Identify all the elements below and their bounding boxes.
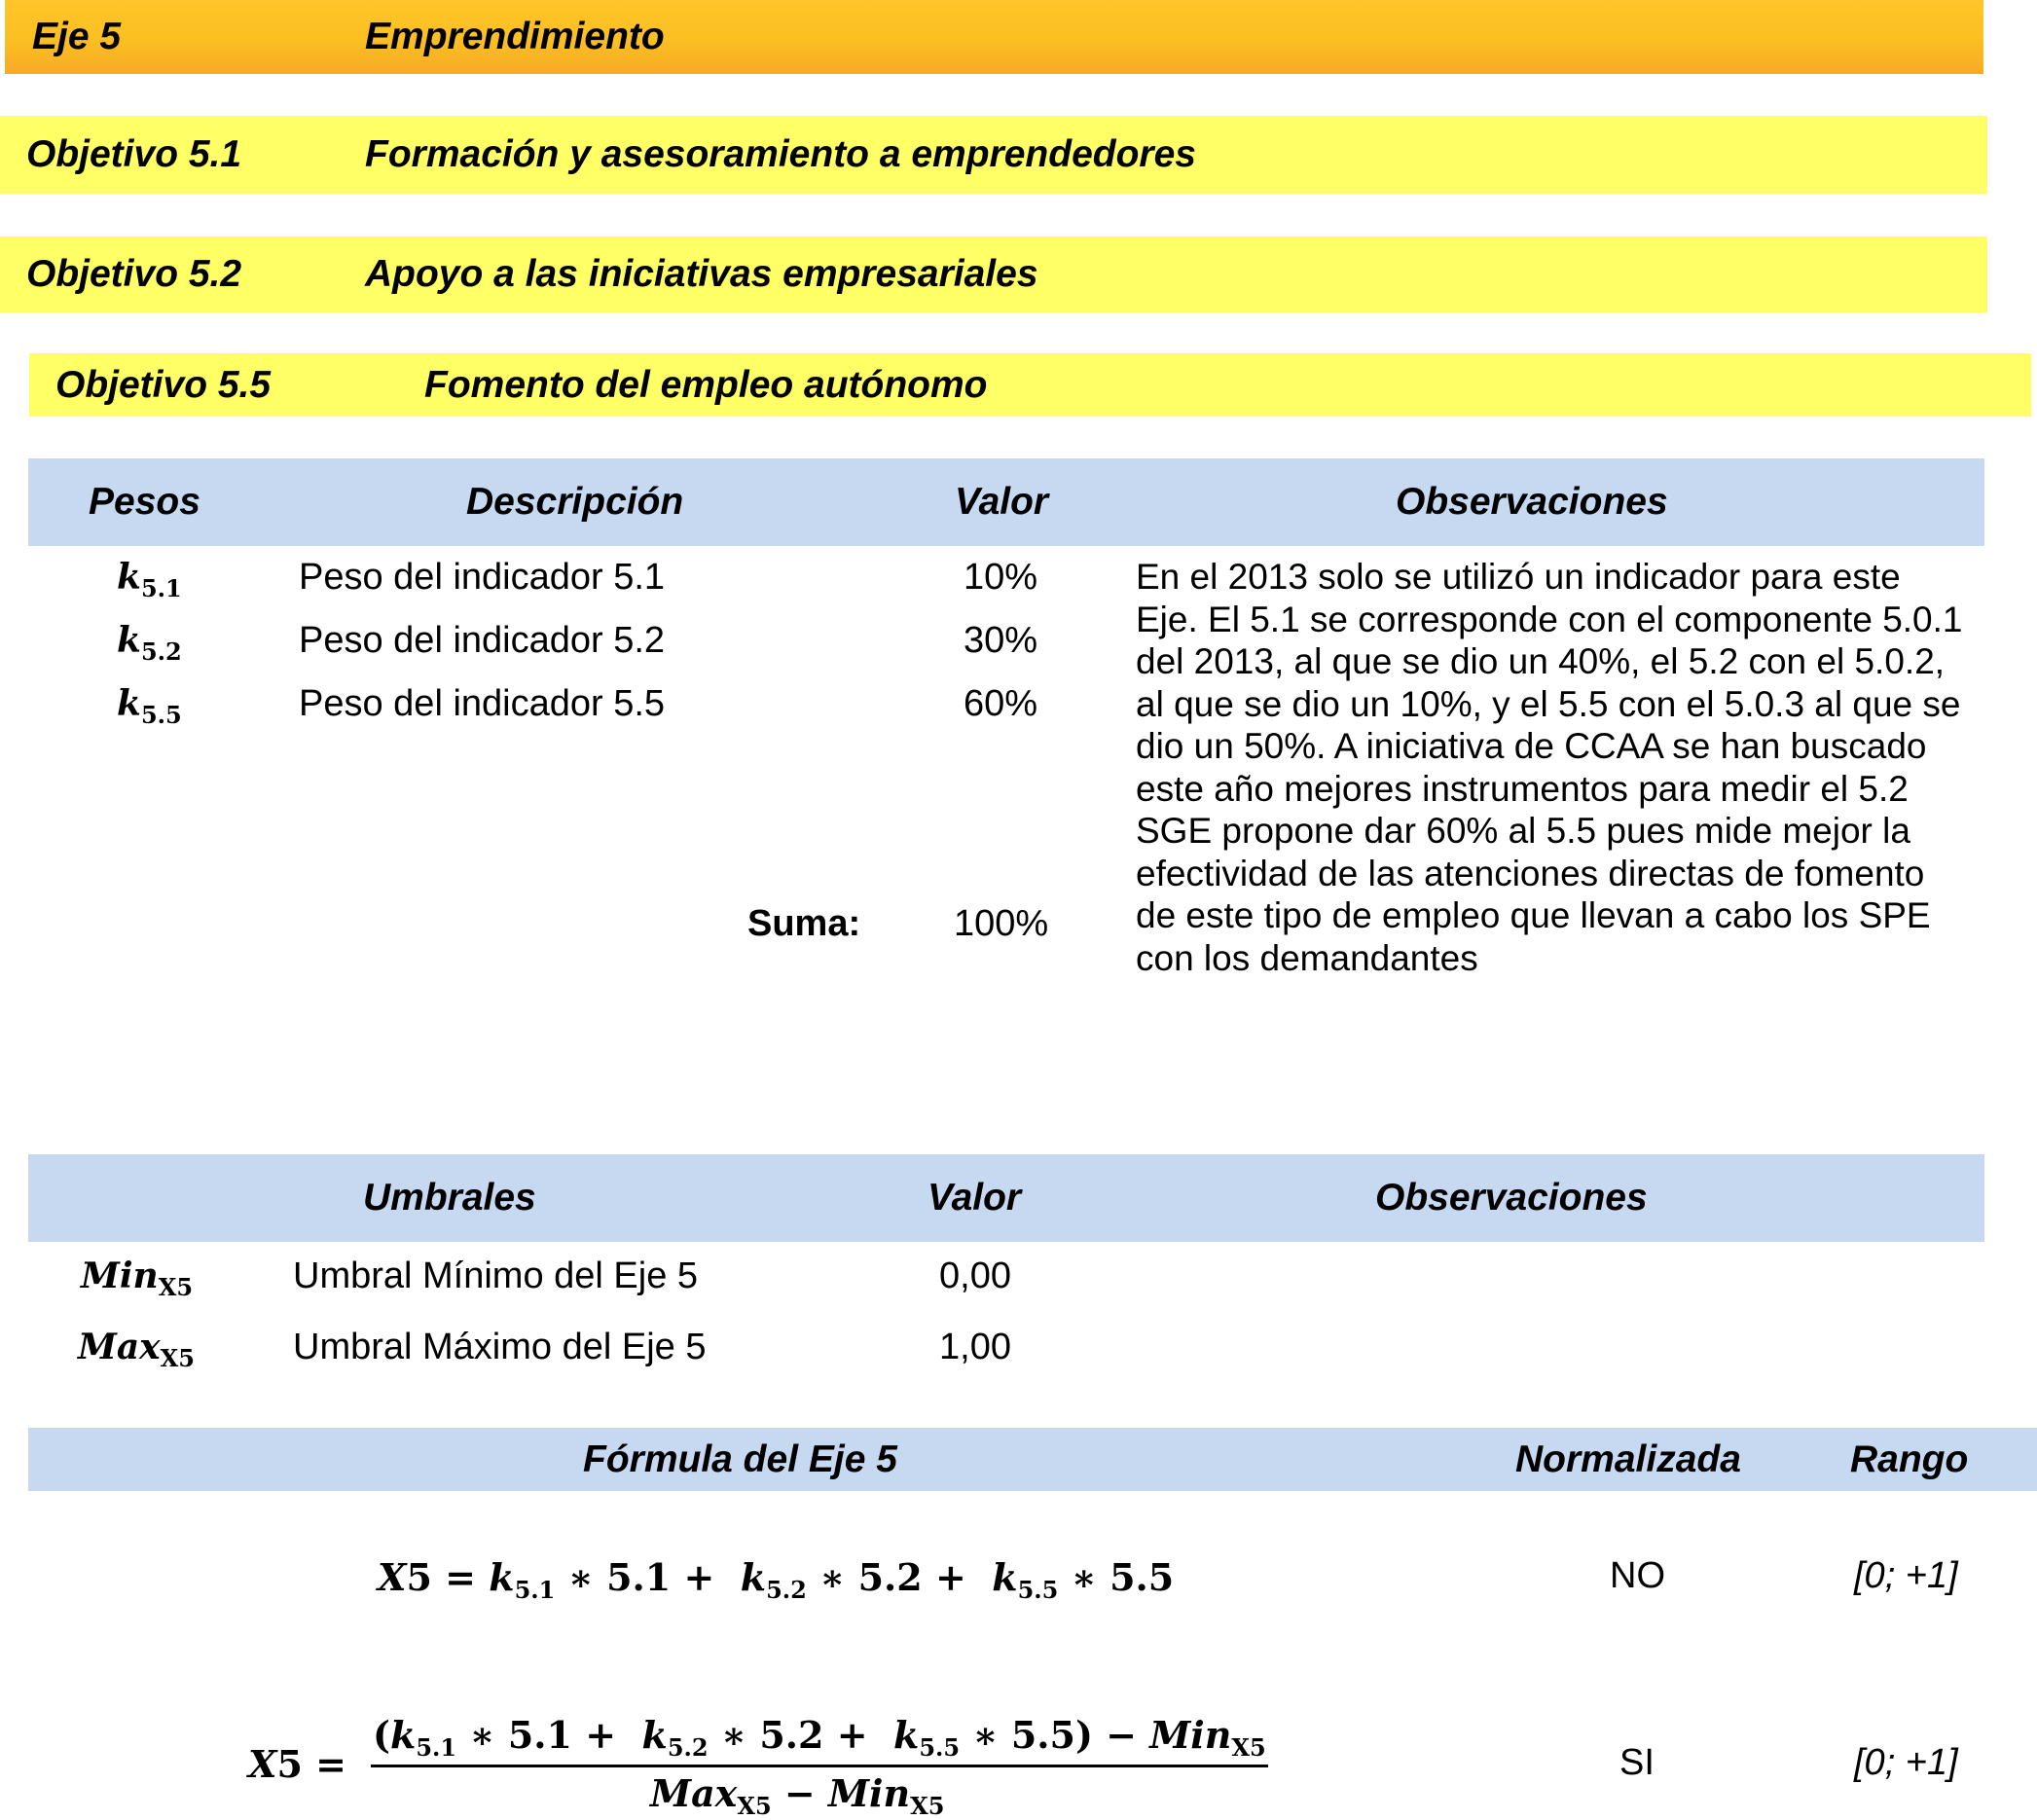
header-rango: Rango: [1850, 1438, 1969, 1480]
umbrales-table-header: [28, 1154, 1984, 1242]
umbral-valor: 0,00: [939, 1256, 1011, 1296]
peso-valor: 60%: [964, 683, 1038, 724]
eje-code: Eje 5: [32, 16, 122, 57]
formula-normalizada-lhs: X5 =: [248, 1742, 347, 1786]
header-observaciones: Observaciones: [1396, 481, 1668, 523]
header-valor: Valor: [928, 1177, 1022, 1219]
normalizada-value: SI: [1619, 1742, 1655, 1783]
peso-valor: 30%: [964, 620, 1038, 661]
formula-no-normalizada: $X5 = k_{5.1}$ ∗ $5.1 + k_{5.2}$ ∗ $5.2 + k_{5.5}$ ∗ 5.5: [378, 1555, 1175, 1604]
suma-valor: 100%: [954, 903, 1049, 944]
umbral-max-symbol: Max$_{X5}$: [78, 1327, 195, 1372]
umbral-valor: 1,00: [939, 1327, 1011, 1367]
formula-table-header: [28, 1428, 2037, 1491]
pesos-observaciones: [1136, 556, 1963, 979]
header-formula: Fórmula del Eje 5: [583, 1438, 897, 1480]
pesos-table-header: [28, 458, 1984, 546]
peso-symbol-5-2: $k_{5.2}$: [117, 620, 182, 666]
objetivo-title: Apoyo a las iniciativas empresariales: [365, 253, 1038, 295]
header-umbrales: Umbrales: [363, 1177, 536, 1219]
peso-desc: Peso del indicador 5.1: [299, 557, 666, 598]
objetivo-code: Objetivo 5.5: [55, 363, 272, 406]
objetivo-title: Formación y asesoramiento a emprendedores: [365, 133, 1196, 175]
umbral-desc: Umbral Mínimo del Eje 5: [293, 1256, 699, 1296]
eje-header-bar: [5, 0, 1983, 74]
umbral-desc: Umbral Máximo del Eje 5: [293, 1327, 707, 1367]
umbral-min-symbol: Min$_{X5}$: [81, 1256, 194, 1301]
peso-symbol-5-1: $k_{5.1}$: [117, 557, 182, 602]
peso-desc: Peso del indicador 5.5: [299, 683, 666, 724]
objetivo-code: Objetivo 5.2: [26, 253, 242, 295]
peso-symbol-5-5: $k_{5.5}$: [117, 683, 182, 729]
rango-value: [0; +1]: [1854, 1555, 1958, 1596]
observaciones-text-2: SGE propone dar 60% al 5.5 pues mide mejor la efectividad de las atenciones directas de fomento de este tipo de empleo que llevan a cabo los SPE con los demandantes: [1136, 811, 1931, 978]
header-pesos: Pesos: [89, 481, 200, 523]
eje-title: Emprendimiento: [365, 16, 665, 57]
header-observaciones: Observaciones: [1375, 1177, 1648, 1219]
observaciones-text-1: En el 2013 solo se utilizó un indicador para este Eje. El 5.1 se corresponde con el componente 5.0.1 del 2013, al que se dio un 40%, el 5.2 con el 5.0.2, al que se dio un 10%, y el 5.5 con el 5.0.3 al que se dio un 50%. A iniciativa de CCAA se han buscado este año mejores instrumentos para medir el 5.2: [1136, 557, 1963, 809]
objetivo-bar-5-5: [29, 353, 2031, 417]
normalizada-value: NO: [1610, 1555, 1665, 1596]
objetivo-bar-5-1: [0, 116, 1987, 194]
fraction-bar: [371, 1765, 1268, 1767]
formula-normalizada-numerator: ($k_{5.1}$ ∗ $5.1 + k_{5.2}$ ∗ $5.2 + k_{5.5}$ ∗ 5.5) − Min$_{X5}$: [373, 1713, 1266, 1762]
formula-normalizada-denominator: Max$_{X5}$ − Min$_{X5}$: [650, 1771, 945, 1820]
objetivo-bar-5-2: [0, 237, 1987, 312]
rango-value: [0; +1]: [1854, 1742, 1958, 1783]
suma-label: Suma:: [747, 903, 861, 944]
objetivo-code: Objetivo 5.1: [26, 133, 242, 175]
header-descripcion: Descripción: [466, 481, 684, 523]
peso-desc: Peso del indicador 5.2: [299, 620, 666, 661]
peso-valor: 10%: [964, 557, 1038, 598]
objetivo-title: Fomento del empleo autónomo: [424, 363, 988, 406]
header-valor: Valor: [955, 481, 1049, 523]
header-normalizada: Normalizada: [1515, 1438, 1741, 1480]
